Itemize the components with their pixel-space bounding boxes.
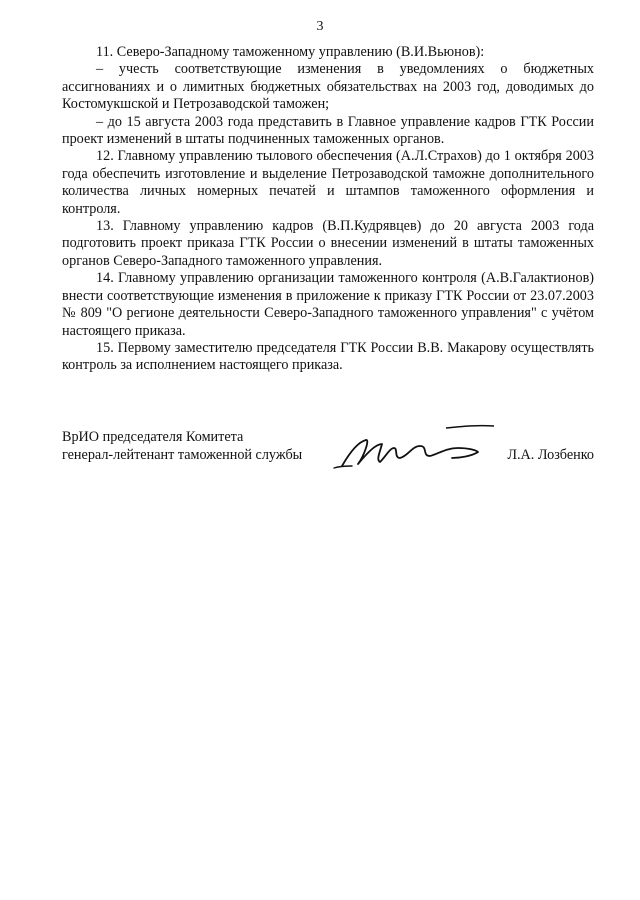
paragraph-13: 13. Главному управлению кадров (В.П.Кудрявцев) до 20 августа 2003 года подготовить проект приказа ГТК России о внесении изменений в штаты таможенных органов Северо-Западного таможенного управления.: [62, 218, 594, 269]
signature-block: [62, 428, 594, 488]
paragraph-12: 12. Главному управлению тылового обеспечения (А.Л.Страхов) до 1 октября 2003 года обеспечить изготовление и выделение Петрозаводской таможне дополнительного количества личных номерных печатей и штампов таможенного оформления и контроля.: [62, 148, 594, 217]
handwritten-signature: [328, 422, 498, 478]
signer-title-line-2: генерал-лейтенант таможенной службы: [62, 447, 303, 463]
signer-title: [62, 428, 302, 464]
paragraph-11-item-1: – учесть соответствующие изменения в уведомлениях о бюджетных ассигнованиях и о лимитных бюджетных обязательствах на 2003 год, доводимых до Костомукшской и Петрозаводской таможен;: [62, 61, 594, 113]
paragraph-14: 14. Главному управлению организации таможенного контроля (А.В.Галактионов) внести соответствующие изменения в приложение к приказу ГТК России от 23.07.2003 № 809 "О регионе деятельности Северо-Западного таможенного управления" с учётом настоящего приказа.: [62, 270, 594, 339]
signer-name: Л.А. Лозбенко: [507, 447, 594, 463]
signer-title-line-1: ВрИО председателя Комитета: [62, 429, 244, 445]
paragraph-15: 15. Первому заместителю председателя ГТК России В.В. Макарову осуществлять контроль за исполнением настоящего приказа.: [62, 339, 594, 374]
page-number: 3: [316, 19, 324, 34]
paragraph-11: 11. Северо-Западному таможенному управлению (В.И.Вьюнов):: [96, 44, 485, 60]
document-body: [62, 44, 594, 375]
paragraph-11-item-2: – до 15 августа 2003 года представить в Главное управление кадров ГТК России проект изменений в штаты подчиненных таможенных органов.: [62, 113, 594, 148]
